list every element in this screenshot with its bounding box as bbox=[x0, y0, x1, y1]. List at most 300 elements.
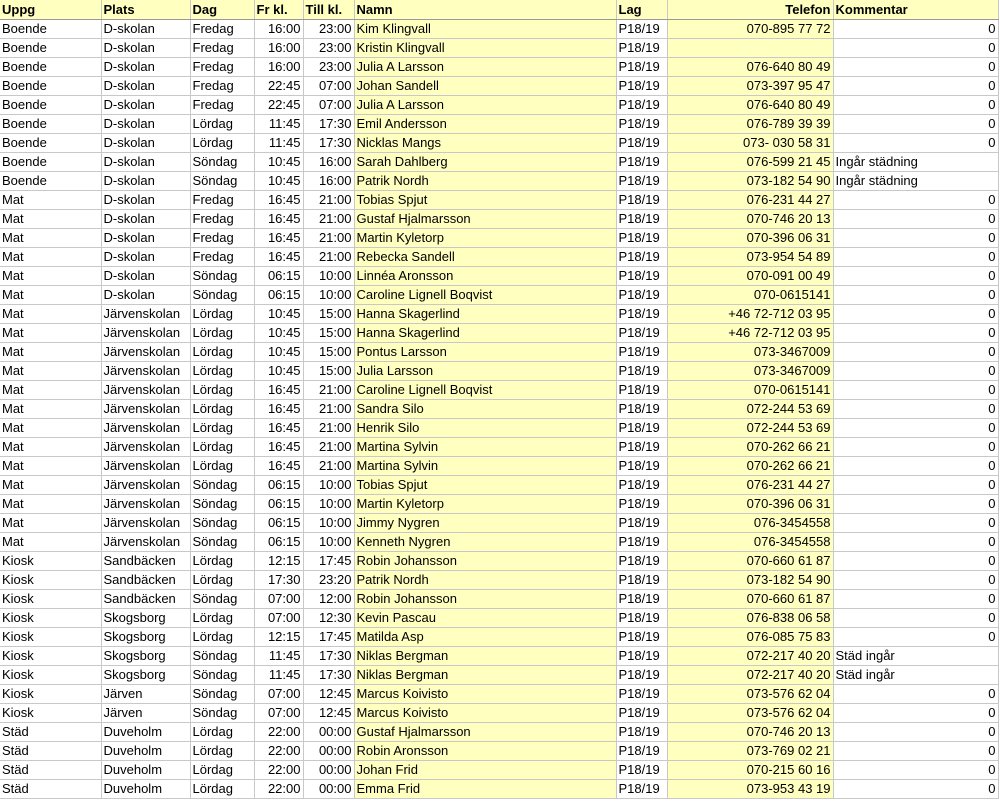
cell-lag[interactable]: P18/19 bbox=[616, 267, 667, 286]
cell-till-kl[interactable]: 21:00 bbox=[303, 210, 354, 229]
cell-namn[interactable]: Niklas Bergman bbox=[354, 647, 616, 666]
cell-lag[interactable]: P18/19 bbox=[616, 571, 667, 590]
cell-namn[interactable]: Robin Aronsson bbox=[354, 742, 616, 761]
cell-kommentar[interactable]: 0 bbox=[833, 134, 998, 153]
cell-dag[interactable]: Lördag bbox=[190, 362, 254, 381]
cell-fr-kl[interactable]: 12:15 bbox=[254, 552, 303, 571]
cell-fr-kl[interactable]: 11:45 bbox=[254, 115, 303, 134]
cell-lag[interactable]: P18/19 bbox=[616, 305, 667, 324]
cell-uppg[interactable]: Boende bbox=[0, 20, 101, 39]
cell-kommentar[interactable]: Städ ingår bbox=[833, 647, 998, 666]
cell-fr-kl[interactable]: 07:00 bbox=[254, 609, 303, 628]
cell-till-kl[interactable]: 21:00 bbox=[303, 419, 354, 438]
cell-plats[interactable]: Skogsborg bbox=[101, 666, 190, 685]
cell-till-kl[interactable]: 00:00 bbox=[303, 742, 354, 761]
cell-telefon[interactable]: 072-244 53 69 bbox=[667, 400, 833, 419]
cell-fr-kl[interactable]: 22:00 bbox=[254, 780, 303, 799]
cell-plats[interactable]: Skogsborg bbox=[101, 628, 190, 647]
cell-dag[interactable]: Lördag bbox=[190, 381, 254, 400]
cell-dag[interactable]: Lördag bbox=[190, 134, 254, 153]
cell-namn[interactable]: Emil Andersson bbox=[354, 115, 616, 134]
cell-kommentar[interactable]: 0 bbox=[833, 58, 998, 77]
cell-plats[interactable]: Duveholm bbox=[101, 780, 190, 799]
cell-till-kl[interactable]: 15:00 bbox=[303, 343, 354, 362]
cell-uppg[interactable]: Mat bbox=[0, 381, 101, 400]
cell-fr-kl[interactable]: 16:45 bbox=[254, 229, 303, 248]
cell-telefon[interactable]: 070-660 61 87 bbox=[667, 552, 833, 571]
cell-till-kl[interactable]: 21:00 bbox=[303, 248, 354, 267]
cell-telefon[interactable]: 073-954 54 89 bbox=[667, 248, 833, 267]
cell-fr-kl[interactable]: 12:15 bbox=[254, 628, 303, 647]
cell-lag[interactable]: P18/19 bbox=[616, 96, 667, 115]
cell-telefon[interactable]: 070-262 66 21 bbox=[667, 457, 833, 476]
cell-till-kl[interactable]: 15:00 bbox=[303, 324, 354, 343]
cell-uppg[interactable]: Boende bbox=[0, 134, 101, 153]
cell-uppg[interactable]: Boende bbox=[0, 115, 101, 134]
cell-dag[interactable]: Söndag bbox=[190, 647, 254, 666]
cell-kommentar[interactable]: 0 bbox=[833, 324, 998, 343]
cell-telefon[interactable]: 070-0615141 bbox=[667, 381, 833, 400]
cell-namn[interactable]: Kevin Pascau bbox=[354, 609, 616, 628]
cell-namn[interactable]: Jimmy Nygren bbox=[354, 514, 616, 533]
cell-plats[interactable]: Duveholm bbox=[101, 761, 190, 780]
cell-uppg[interactable]: Mat bbox=[0, 438, 101, 457]
cell-lag[interactable]: P18/19 bbox=[616, 115, 667, 134]
cell-fr-kl[interactable]: 06:15 bbox=[254, 476, 303, 495]
cell-uppg[interactable]: Mat bbox=[0, 514, 101, 533]
cell-kommentar[interactable]: 0 bbox=[833, 704, 998, 723]
cell-telefon[interactable]: 076-231 44 27 bbox=[667, 191, 833, 210]
cell-uppg[interactable]: Kiosk bbox=[0, 571, 101, 590]
cell-namn[interactable]: Julia A Larsson bbox=[354, 58, 616, 77]
cell-uppg[interactable]: Kiosk bbox=[0, 628, 101, 647]
cell-plats[interactable]: Järvenskolan bbox=[101, 324, 190, 343]
cell-kommentar[interactable]: 0 bbox=[833, 609, 998, 628]
cell-uppg[interactable]: Boende bbox=[0, 96, 101, 115]
cell-telefon[interactable]: 076-640 80 49 bbox=[667, 96, 833, 115]
cell-dag[interactable]: Söndag bbox=[190, 476, 254, 495]
cell-telefon[interactable]: 076-789 39 39 bbox=[667, 115, 833, 134]
cell-telefon[interactable]: 070-895 77 72 bbox=[667, 20, 833, 39]
cell-fr-kl[interactable]: 22:00 bbox=[254, 742, 303, 761]
cell-kommentar[interactable]: 0 bbox=[833, 210, 998, 229]
cell-telefon[interactable]: 076-838 06 58 bbox=[667, 609, 833, 628]
cell-lag[interactable]: P18/19 bbox=[616, 780, 667, 799]
cell-fr-kl[interactable]: 10:45 bbox=[254, 362, 303, 381]
header-cell-fr-kl[interactable]: Fr kl. bbox=[254, 0, 303, 20]
cell-till-kl[interactable]: 00:00 bbox=[303, 761, 354, 780]
cell-plats[interactable]: D-skolan bbox=[101, 134, 190, 153]
cell-telefon[interactable]: 070-091 00 49 bbox=[667, 267, 833, 286]
cell-telefon[interactable]: 073-576 62 04 bbox=[667, 704, 833, 723]
cell-lag[interactable]: P18/19 bbox=[616, 381, 667, 400]
cell-fr-kl[interactable]: 22:45 bbox=[254, 96, 303, 115]
cell-uppg[interactable]: Boende bbox=[0, 77, 101, 96]
cell-lag[interactable]: P18/19 bbox=[616, 685, 667, 704]
cell-uppg[interactable]: Mat bbox=[0, 419, 101, 438]
cell-fr-kl[interactable]: 22:00 bbox=[254, 761, 303, 780]
cell-kommentar[interactable]: 0 bbox=[833, 419, 998, 438]
cell-namn[interactable]: Julia A Larsson bbox=[354, 96, 616, 115]
cell-telefon[interactable]: 073-397 95 47 bbox=[667, 77, 833, 96]
cell-plats[interactable]: Järvenskolan bbox=[101, 514, 190, 533]
cell-telefon[interactable]: +46 72-712 03 95 bbox=[667, 305, 833, 324]
cell-fr-kl[interactable]: 10:45 bbox=[254, 172, 303, 191]
cell-telefon[interactable]: 073-3467009 bbox=[667, 362, 833, 381]
cell-kommentar[interactable]: 0 bbox=[833, 39, 998, 58]
cell-namn[interactable]: Johan Frid bbox=[354, 761, 616, 780]
cell-plats[interactable]: D-skolan bbox=[101, 229, 190, 248]
cell-plats[interactable]: D-skolan bbox=[101, 39, 190, 58]
cell-lag[interactable]: P18/19 bbox=[616, 343, 667, 362]
cell-uppg[interactable]: Kiosk bbox=[0, 647, 101, 666]
cell-till-kl[interactable]: 21:00 bbox=[303, 438, 354, 457]
cell-uppg[interactable]: Kiosk bbox=[0, 685, 101, 704]
cell-till-kl[interactable]: 00:00 bbox=[303, 780, 354, 799]
cell-telefon[interactable]: 073-182 54 90 bbox=[667, 571, 833, 590]
cell-uppg[interactable]: Städ bbox=[0, 742, 101, 761]
cell-uppg[interactable]: Mat bbox=[0, 324, 101, 343]
cell-lag[interactable]: P18/19 bbox=[616, 666, 667, 685]
cell-fr-kl[interactable]: 16:00 bbox=[254, 20, 303, 39]
cell-kommentar[interactable]: 0 bbox=[833, 533, 998, 552]
cell-till-kl[interactable]: 15:00 bbox=[303, 362, 354, 381]
header-cell-till-kl[interactable]: Till kl. bbox=[303, 0, 354, 20]
cell-lag[interactable]: P18/19 bbox=[616, 172, 667, 191]
cell-lag[interactable]: P18/19 bbox=[616, 457, 667, 476]
cell-dag[interactable]: Söndag bbox=[190, 286, 254, 305]
cell-dag[interactable]: Lördag bbox=[190, 400, 254, 419]
cell-namn[interactable]: Linnéa Aronsson bbox=[354, 267, 616, 286]
cell-till-kl[interactable]: 17:30 bbox=[303, 115, 354, 134]
cell-dag[interactable]: Söndag bbox=[190, 533, 254, 552]
header-cell-lag[interactable]: Lag bbox=[616, 0, 667, 20]
cell-kommentar[interactable]: 0 bbox=[833, 248, 998, 267]
cell-till-kl[interactable]: 21:00 bbox=[303, 191, 354, 210]
cell-dag[interactable]: Söndag bbox=[190, 172, 254, 191]
cell-plats[interactable]: D-skolan bbox=[101, 77, 190, 96]
cell-uppg[interactable]: Mat bbox=[0, 229, 101, 248]
cell-kommentar[interactable]: 0 bbox=[833, 381, 998, 400]
cell-uppg[interactable]: Mat bbox=[0, 286, 101, 305]
cell-dag[interactable]: Lördag bbox=[190, 609, 254, 628]
cell-kommentar[interactable]: 0 bbox=[833, 571, 998, 590]
cell-uppg[interactable]: Boende bbox=[0, 153, 101, 172]
cell-namn[interactable]: Kim Klingvall bbox=[354, 20, 616, 39]
cell-plats[interactable]: Järvenskolan bbox=[101, 305, 190, 324]
cell-dag[interactable]: Söndag bbox=[190, 495, 254, 514]
cell-till-kl[interactable]: 00:00 bbox=[303, 723, 354, 742]
cell-kommentar[interactable]: 0 bbox=[833, 723, 998, 742]
cell-kommentar[interactable]: 0 bbox=[833, 343, 998, 362]
cell-uppg[interactable]: Kiosk bbox=[0, 609, 101, 628]
cell-lag[interactable]: P18/19 bbox=[616, 39, 667, 58]
cell-fr-kl[interactable]: 16:45 bbox=[254, 210, 303, 229]
cell-dag[interactable]: Lördag bbox=[190, 438, 254, 457]
cell-till-kl[interactable]: 07:00 bbox=[303, 96, 354, 115]
cell-telefon[interactable]: 076-3454558 bbox=[667, 533, 833, 552]
cell-namn[interactable]: Martin Kyletorp bbox=[354, 229, 616, 248]
cell-lag[interactable]: P18/19 bbox=[616, 58, 667, 77]
cell-uppg[interactable]: Mat bbox=[0, 457, 101, 476]
cell-lag[interactable]: P18/19 bbox=[616, 362, 667, 381]
cell-plats[interactable]: Järvenskolan bbox=[101, 495, 190, 514]
cell-till-kl[interactable]: 10:00 bbox=[303, 533, 354, 552]
cell-plats[interactable]: D-skolan bbox=[101, 191, 190, 210]
cell-kommentar[interactable]: 0 bbox=[833, 476, 998, 495]
cell-telefon[interactable]: 073-182 54 90 bbox=[667, 172, 833, 191]
cell-namn[interactable]: Julia Larsson bbox=[354, 362, 616, 381]
cell-kommentar[interactable]: 0 bbox=[833, 761, 998, 780]
cell-plats[interactable]: D-skolan bbox=[101, 58, 190, 77]
cell-till-kl[interactable]: 12:45 bbox=[303, 704, 354, 723]
cell-lag[interactable]: P18/19 bbox=[616, 514, 667, 533]
cell-dag[interactable]: Söndag bbox=[190, 590, 254, 609]
cell-plats[interactable]: Järven bbox=[101, 704, 190, 723]
cell-till-kl[interactable]: 15:00 bbox=[303, 305, 354, 324]
cell-telefon[interactable]: 073- 030 58 31 bbox=[667, 134, 833, 153]
cell-uppg[interactable]: Mat bbox=[0, 191, 101, 210]
cell-uppg[interactable]: Boende bbox=[0, 39, 101, 58]
cell-fr-kl[interactable]: 16:45 bbox=[254, 248, 303, 267]
cell-telefon[interactable]: 076-640 80 49 bbox=[667, 58, 833, 77]
cell-telefon[interactable]: +46 72-712 03 95 bbox=[667, 324, 833, 343]
cell-telefon[interactable]: 076-3454558 bbox=[667, 514, 833, 533]
cell-uppg[interactable]: Städ bbox=[0, 780, 101, 799]
cell-dag[interactable]: Fredag bbox=[190, 20, 254, 39]
cell-dag[interactable]: Lördag bbox=[190, 457, 254, 476]
cell-dag[interactable]: Söndag bbox=[190, 514, 254, 533]
cell-fr-kl[interactable]: 10:45 bbox=[254, 343, 303, 362]
cell-plats[interactable]: Sandbäcken bbox=[101, 590, 190, 609]
cell-plats[interactable]: Skogsborg bbox=[101, 609, 190, 628]
cell-namn[interactable]: Sarah Dahlberg bbox=[354, 153, 616, 172]
cell-namn[interactable]: Hanna Skagerlind bbox=[354, 324, 616, 343]
cell-telefon[interactable]: 073-769 02 21 bbox=[667, 742, 833, 761]
cell-plats[interactable]: Järvenskolan bbox=[101, 533, 190, 552]
cell-fr-kl[interactable]: 17:30 bbox=[254, 571, 303, 590]
cell-kommentar[interactable]: 0 bbox=[833, 742, 998, 761]
cell-namn[interactable]: Martina Sylvin bbox=[354, 457, 616, 476]
cell-uppg[interactable]: Kiosk bbox=[0, 704, 101, 723]
cell-plats[interactable]: D-skolan bbox=[101, 172, 190, 191]
cell-till-kl[interactable]: 10:00 bbox=[303, 476, 354, 495]
cell-lag[interactable]: P18/19 bbox=[616, 210, 667, 229]
cell-plats[interactable]: D-skolan bbox=[101, 96, 190, 115]
cell-plats[interactable]: Skogsborg bbox=[101, 647, 190, 666]
cell-namn[interactable]: Emma Frid bbox=[354, 780, 616, 799]
cell-lag[interactable]: P18/19 bbox=[616, 609, 667, 628]
cell-dag[interactable]: Lördag bbox=[190, 552, 254, 571]
cell-dag[interactable]: Lördag bbox=[190, 419, 254, 438]
cell-till-kl[interactable]: 21:00 bbox=[303, 381, 354, 400]
cell-kommentar[interactable]: 0 bbox=[833, 96, 998, 115]
cell-telefon[interactable]: 070-0615141 bbox=[667, 286, 833, 305]
cell-kommentar[interactable]: 0 bbox=[833, 457, 998, 476]
cell-telefon[interactable]: 073-576 62 04 bbox=[667, 685, 833, 704]
cell-dag[interactable]: Lördag bbox=[190, 628, 254, 647]
cell-namn[interactable]: Niklas Bergman bbox=[354, 666, 616, 685]
cell-uppg[interactable]: Mat bbox=[0, 476, 101, 495]
cell-till-kl[interactable]: 12:00 bbox=[303, 590, 354, 609]
cell-uppg[interactable]: Mat bbox=[0, 362, 101, 381]
cell-till-kl[interactable]: 17:45 bbox=[303, 628, 354, 647]
cell-dag[interactable]: Söndag bbox=[190, 704, 254, 723]
cell-dag[interactable]: Lördag bbox=[190, 742, 254, 761]
cell-lag[interactable]: P18/19 bbox=[616, 191, 667, 210]
cell-kommentar[interactable]: 0 bbox=[833, 590, 998, 609]
cell-uppg[interactable]: Mat bbox=[0, 495, 101, 514]
cell-kommentar[interactable]: 0 bbox=[833, 305, 998, 324]
cell-uppg[interactable]: Kiosk bbox=[0, 552, 101, 571]
cell-lag[interactable]: P18/19 bbox=[616, 552, 667, 571]
cell-plats[interactable]: Järven bbox=[101, 685, 190, 704]
cell-kommentar[interactable]: 0 bbox=[833, 286, 998, 305]
cell-lag[interactable]: P18/19 bbox=[616, 495, 667, 514]
cell-lag[interactable]: P18/19 bbox=[616, 134, 667, 153]
cell-lag[interactable]: P18/19 bbox=[616, 628, 667, 647]
cell-dag[interactable]: Lördag bbox=[190, 115, 254, 134]
cell-kommentar[interactable]: 0 bbox=[833, 77, 998, 96]
header-cell-dag[interactable]: Dag bbox=[190, 0, 254, 20]
cell-namn[interactable]: Gustaf Hjalmarsson bbox=[354, 723, 616, 742]
cell-till-kl[interactable]: 23:00 bbox=[303, 58, 354, 77]
cell-till-kl[interactable]: 10:00 bbox=[303, 514, 354, 533]
cell-fr-kl[interactable]: 06:15 bbox=[254, 495, 303, 514]
cell-kommentar[interactable]: 0 bbox=[833, 400, 998, 419]
cell-lag[interactable]: P18/19 bbox=[616, 324, 667, 343]
cell-plats[interactable]: D-skolan bbox=[101, 248, 190, 267]
cell-lag[interactable]: P18/19 bbox=[616, 761, 667, 780]
cell-plats[interactable]: Järvenskolan bbox=[101, 343, 190, 362]
cell-lag[interactable]: P18/19 bbox=[616, 248, 667, 267]
cell-till-kl[interactable]: 17:30 bbox=[303, 134, 354, 153]
cell-namn[interactable]: Gustaf Hjalmarsson bbox=[354, 210, 616, 229]
cell-kommentar[interactable]: 0 bbox=[833, 20, 998, 39]
cell-fr-kl[interactable]: 16:45 bbox=[254, 419, 303, 438]
cell-till-kl[interactable]: 16:00 bbox=[303, 153, 354, 172]
cell-uppg[interactable]: Boende bbox=[0, 172, 101, 191]
cell-uppg[interactable]: Mat bbox=[0, 210, 101, 229]
cell-fr-kl[interactable]: 16:45 bbox=[254, 381, 303, 400]
cell-plats[interactable]: Järvenskolan bbox=[101, 381, 190, 400]
cell-namn[interactable]: Tobias Spjut bbox=[354, 191, 616, 210]
cell-namn[interactable]: Hanna Skagerlind bbox=[354, 305, 616, 324]
cell-kommentar[interactable]: 0 bbox=[833, 685, 998, 704]
cell-fr-kl[interactable]: 16:45 bbox=[254, 191, 303, 210]
cell-dag[interactable]: Fredag bbox=[190, 96, 254, 115]
cell-dag[interactable]: Lördag bbox=[190, 723, 254, 742]
cell-namn[interactable]: Patrik Nordh bbox=[354, 571, 616, 590]
cell-uppg[interactable]: Mat bbox=[0, 267, 101, 286]
cell-lag[interactable]: P18/19 bbox=[616, 419, 667, 438]
cell-namn[interactable]: Marcus Koivisto bbox=[354, 704, 616, 723]
cell-telefon[interactable]: 070-660 61 87 bbox=[667, 590, 833, 609]
cell-fr-kl[interactable]: 16:45 bbox=[254, 457, 303, 476]
cell-lag[interactable]: P18/19 bbox=[616, 229, 667, 248]
cell-telefon[interactable]: 070-396 06 31 bbox=[667, 495, 833, 514]
cell-dag[interactable]: Fredag bbox=[190, 39, 254, 58]
cell-namn[interactable]: Caroline Lignell Boqvist bbox=[354, 381, 616, 400]
cell-kommentar[interactable]: 0 bbox=[833, 514, 998, 533]
cell-fr-kl[interactable]: 16:00 bbox=[254, 39, 303, 58]
cell-kommentar[interactable]: 0 bbox=[833, 229, 998, 248]
cell-fr-kl[interactable]: 16:45 bbox=[254, 400, 303, 419]
cell-fr-kl[interactable]: 16:00 bbox=[254, 58, 303, 77]
cell-namn[interactable]: Patrik Nordh bbox=[354, 172, 616, 191]
cell-plats[interactable]: Järvenskolan bbox=[101, 476, 190, 495]
cell-kommentar[interactable]: Städ ingår bbox=[833, 666, 998, 685]
cell-till-kl[interactable]: 21:00 bbox=[303, 229, 354, 248]
cell-fr-kl[interactable]: 10:45 bbox=[254, 153, 303, 172]
cell-till-kl[interactable]: 12:30 bbox=[303, 609, 354, 628]
cell-uppg[interactable]: Mat bbox=[0, 533, 101, 552]
cell-dag[interactable]: Fredag bbox=[190, 210, 254, 229]
cell-lag[interactable]: P18/19 bbox=[616, 153, 667, 172]
cell-namn[interactable]: Robin Johansson bbox=[354, 590, 616, 609]
cell-telefon[interactable]: 073-3467009 bbox=[667, 343, 833, 362]
cell-fr-kl[interactable]: 06:15 bbox=[254, 514, 303, 533]
cell-uppg[interactable]: Städ bbox=[0, 723, 101, 742]
cell-fr-kl[interactable]: 06:15 bbox=[254, 286, 303, 305]
header-cell-telefon[interactable]: Telefon bbox=[667, 0, 833, 20]
cell-telefon[interactable]: 070-262 66 21 bbox=[667, 438, 833, 457]
cell-uppg[interactable]: Mat bbox=[0, 343, 101, 362]
cell-namn[interactable]: Rebecka Sandell bbox=[354, 248, 616, 267]
cell-plats[interactable]: Järvenskolan bbox=[101, 457, 190, 476]
cell-kommentar[interactable]: 0 bbox=[833, 191, 998, 210]
cell-plats[interactable]: Duveholm bbox=[101, 742, 190, 761]
cell-kommentar[interactable]: Ingår städning bbox=[833, 153, 998, 172]
cell-till-kl[interactable]: 23:20 bbox=[303, 571, 354, 590]
cell-namn[interactable]: Sandra Silo bbox=[354, 400, 616, 419]
cell-uppg[interactable]: Mat bbox=[0, 305, 101, 324]
cell-namn[interactable]: Matilda Asp bbox=[354, 628, 616, 647]
cell-dag[interactable]: Lördag bbox=[190, 324, 254, 343]
cell-plats[interactable]: D-skolan bbox=[101, 267, 190, 286]
cell-dag[interactable]: Fredag bbox=[190, 248, 254, 267]
cell-plats[interactable]: Sandbäcken bbox=[101, 571, 190, 590]
cell-dag[interactable]: Lördag bbox=[190, 780, 254, 799]
cell-till-kl[interactable]: 10:00 bbox=[303, 286, 354, 305]
cell-telefon[interactable]: 076-599 21 45 bbox=[667, 153, 833, 172]
cell-fr-kl[interactable]: 07:00 bbox=[254, 590, 303, 609]
cell-till-kl[interactable]: 10:00 bbox=[303, 267, 354, 286]
cell-till-kl[interactable]: 17:30 bbox=[303, 647, 354, 666]
cell-fr-kl[interactable]: 10:45 bbox=[254, 305, 303, 324]
cell-telefon[interactable] bbox=[667, 39, 833, 58]
cell-namn[interactable]: Henrik Silo bbox=[354, 419, 616, 438]
header-cell-uppg[interactable]: Uppg bbox=[0, 0, 101, 20]
cell-namn[interactable]: Martin Kyletorp bbox=[354, 495, 616, 514]
header-cell-namn[interactable]: Namn bbox=[354, 0, 616, 20]
cell-plats[interactable]: Järvenskolan bbox=[101, 419, 190, 438]
cell-telefon[interactable]: 072-217 40 20 bbox=[667, 666, 833, 685]
cell-fr-kl[interactable]: 16:45 bbox=[254, 438, 303, 457]
cell-kommentar[interactable]: Ingår städning bbox=[833, 172, 998, 191]
cell-uppg[interactable]: Boende bbox=[0, 58, 101, 77]
cell-telefon[interactable]: 072-217 40 20 bbox=[667, 647, 833, 666]
cell-lag[interactable]: P18/19 bbox=[616, 77, 667, 96]
cell-fr-kl[interactable]: 06:15 bbox=[254, 533, 303, 552]
cell-fr-kl[interactable]: 11:45 bbox=[254, 134, 303, 153]
cell-till-kl[interactable]: 12:45 bbox=[303, 685, 354, 704]
cell-lag[interactable]: P18/19 bbox=[616, 533, 667, 552]
cell-fr-kl[interactable]: 07:00 bbox=[254, 685, 303, 704]
cell-plats[interactable]: D-skolan bbox=[101, 20, 190, 39]
cell-plats[interactable]: Järvenskolan bbox=[101, 400, 190, 419]
cell-kommentar[interactable]: 0 bbox=[833, 780, 998, 799]
